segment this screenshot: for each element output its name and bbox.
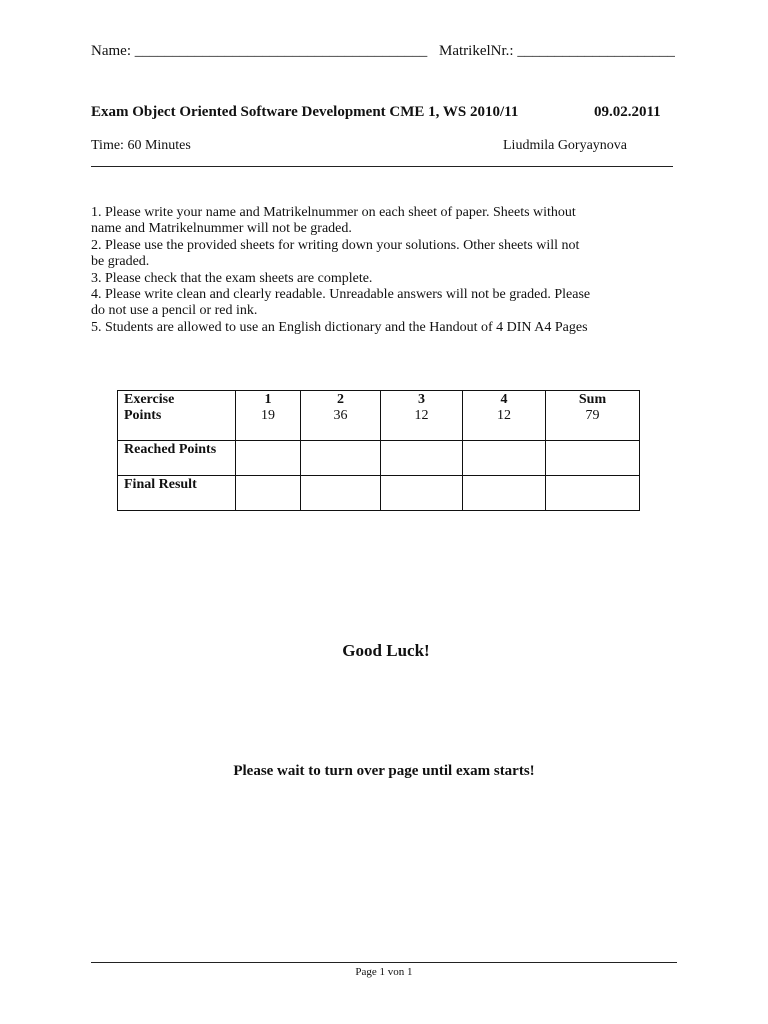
table-row-exercise	[118, 391, 640, 409]
exercise-header-cell: Sum	[546, 391, 640, 409]
matrikel-field-line	[439, 43, 675, 60]
exercise-header-cell: 2	[301, 391, 381, 409]
name-label: Name:	[91, 43, 135, 59]
final-result-cell[interactable]	[301, 476, 381, 511]
points-cell: 36	[301, 408, 381, 441]
instruction-line: 4. Please write clean and clearly readable. Unreadable answers will not be graded. Please	[91, 287, 591, 303]
points-cell: 19	[236, 408, 301, 441]
instruction-line: 3. Please check that the exam sheets are complete.	[91, 270, 373, 286]
instructions-block	[91, 205, 651, 336]
points-cell: 12	[381, 408, 463, 441]
examiner-name: Liudmila Goryaynova	[503, 138, 628, 153]
exercise-header-cell: 1	[236, 391, 301, 409]
table-row-points	[118, 408, 640, 441]
reached-points-cell[interactable]	[236, 441, 301, 476]
points-cell: 12	[463, 408, 546, 441]
instruction-line: 2. Please use the provided sheets for writing down your solutions. Other sheets will not	[91, 237, 580, 253]
points-cell: 79	[546, 408, 640, 441]
name-blank: _______________________________________	[134, 43, 428, 59]
reached-label-cell: Reached Points	[118, 441, 236, 476]
final-result-cell[interactable]	[546, 476, 640, 511]
table-row-final	[118, 476, 640, 511]
instruction-line: be graded.	[91, 254, 150, 270]
final-result-cell[interactable]	[236, 476, 301, 511]
points-table	[117, 390, 640, 511]
exercise-header-cell: 3	[381, 391, 463, 409]
wait-notice: Please wait to turn over page until exam starts!	[233, 763, 535, 779]
instruction-line: do not use a pencil or red ink.	[91, 303, 258, 319]
instruction-line: name and Matrikelnummer will not be graded.	[91, 221, 352, 237]
reached-points-cell[interactable]	[381, 441, 463, 476]
exam-title: Exam Object Oriented Software Development CME 1, WS 2010/11	[91, 104, 519, 120]
footer-divider	[91, 962, 677, 963]
matrikel-label: MatrikelNr.:	[439, 43, 518, 59]
instruction-line: 5. Students are allowed to use an English dictionary and the Handout of 4 DIN A4 Pages	[91, 319, 588, 335]
matrikel-blank: _____________________	[517, 43, 675, 59]
name-field-line	[91, 43, 427, 60]
final-label-cell: Final Result	[118, 476, 236, 511]
reached-points-cell[interactable]	[301, 441, 381, 476]
instruction-line: 1. Please write your name and Matrikelnummer on each sheet of paper. Sheets without	[91, 205, 576, 220]
good-luck-heading: Good Luck!	[342, 641, 430, 660]
reached-points-cell[interactable]	[463, 441, 546, 476]
points-label-cell: Points	[118, 408, 236, 441]
exam-date: 09.02.2011	[594, 104, 661, 120]
final-result-cell[interactable]	[463, 476, 546, 511]
exercise-header-cell: 4	[463, 391, 546, 409]
reached-points-cell[interactable]	[546, 441, 640, 476]
table-row-reached	[118, 441, 640, 476]
exam-time: Time: 60 Minutes	[91, 138, 191, 153]
exercise-label-cell: Exercise	[118, 391, 236, 409]
header-divider	[91, 166, 673, 167]
page-number: Page 1 von 1	[355, 966, 413, 978]
final-result-cell[interactable]	[381, 476, 463, 511]
